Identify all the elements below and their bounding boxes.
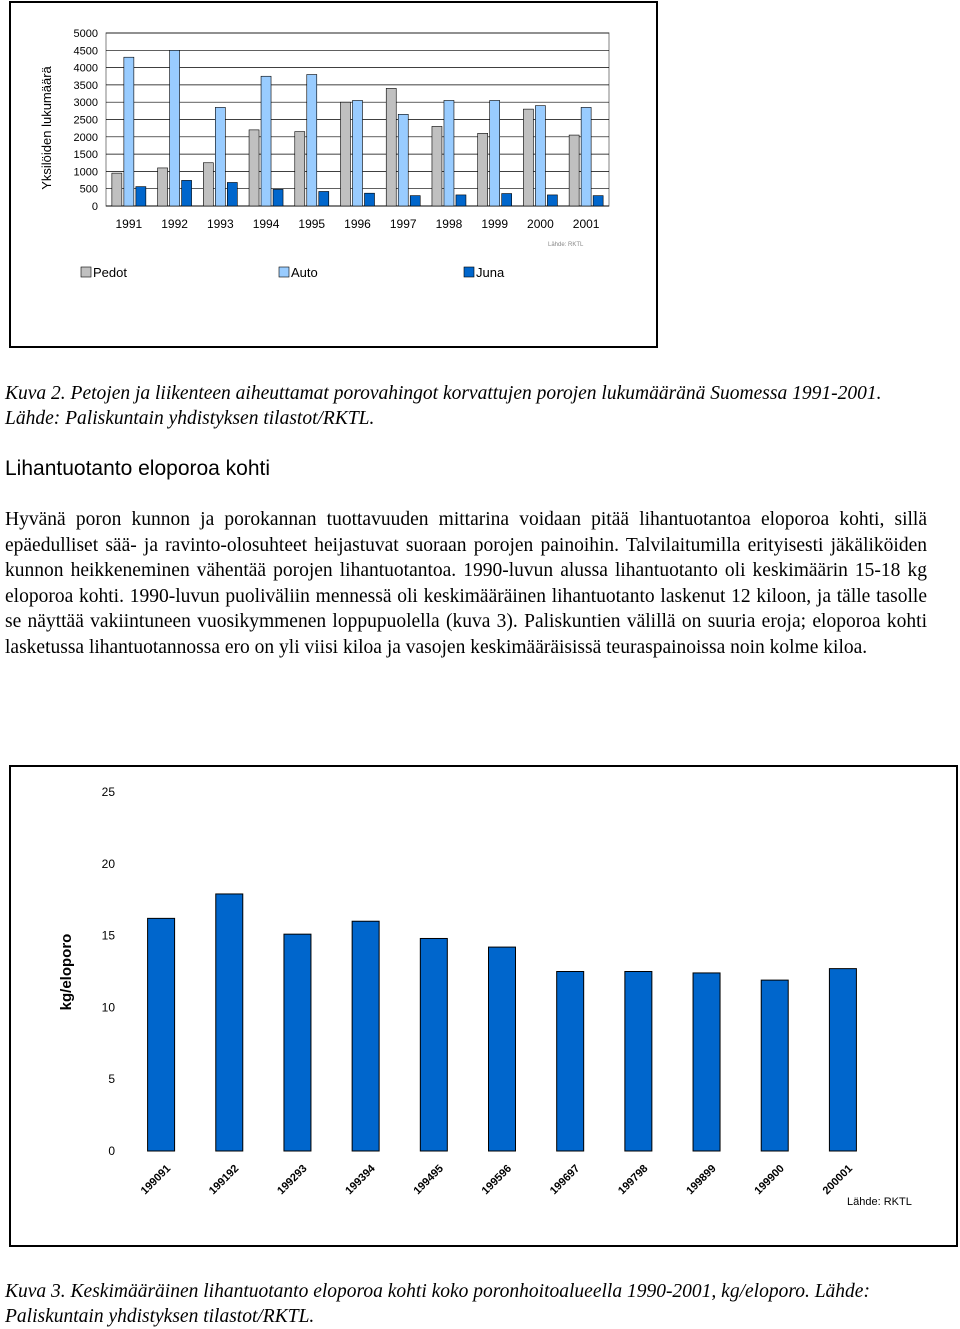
x-tick-label: 199192: [206, 1162, 242, 1198]
x-tick-label: 199091: [138, 1162, 174, 1198]
bar-juna-1992: [182, 180, 192, 206]
x-tick-label: 1996: [344, 217, 371, 231]
y-tick-label: 3500: [73, 79, 98, 92]
bar-pedot-1992: [158, 168, 168, 206]
bar-auto-1994: [261, 76, 271, 206]
x-tick-label: 1994: [252, 217, 280, 231]
bar-pedot-1998: [432, 126, 442, 206]
x-tick-label: 1997: [389, 217, 417, 231]
bar-1991-92: [216, 894, 243, 1151]
legend-label-auto: Auto: [291, 265, 318, 280]
body-paragraph: Hyvänä poron kunnon ja porokannan tuottavuuden mittarina voidaan pitää lihantuotantoa eloporoa kohti, sillä epäedulliset sää- ja ravinto-olosuhteet heijastuvat suoraan porojen painoihin. Talvilaitumilla erityisesti jäkäliköiden kunnon heikkeneminen vähentää porojen lihantuotantoa. 1990-luvun alussa lihantuotanto oli keskimäärin 15-18 kg eloporoa kohti. 1990-luvun puoliväliin mennessä oli keskimääräinen lihantuotanto laskenut 12 kiloon, ja tälle tasolle se näyttää vakiintuneen vuosikymmenen loppupuolella (kuva 3). Paliskuntien välillä on suuria eroja; eloporoa kohti lasketussa lihantuotannossa ero on yli viisi kiloa ja vasojen keskimääräisissä teuraspainoissa noin kolme kiloa.: [5, 509, 927, 658]
x-tick-label: 1993: [206, 217, 234, 231]
bar-juna-2001: [593, 196, 603, 206]
bar-juna-2000: [547, 195, 557, 206]
y-tick-label: 5000: [73, 28, 98, 40]
bar-juna-1996: [365, 193, 375, 206]
source-note: Lähde: RKTL: [847, 1196, 912, 1208]
bar-juna-1994: [273, 189, 283, 206]
bar-juna-1991: [136, 187, 146, 206]
section-heading: Lihantuotanto eloporoa kohti: [5, 457, 271, 480]
bar-1997-98: [625, 972, 652, 1152]
y-tick-label: 0: [91, 201, 98, 213]
figure-1-caption: Kuva 2. Petojen ja liikenteen aiheuttamat porovahingot korvattujen porojen lukumääränä Suomessa 1991-2001. Lähde: Paliskuntain yhdistyksen tilastot/RKTL.: [5, 383, 882, 429]
x-tick-label: 1995: [298, 217, 326, 231]
bar-pedot-1995: [295, 132, 305, 206]
source-note: Lähde: RKTL: [548, 242, 584, 248]
bar-auto-1996: [353, 100, 363, 206]
y-tick-label: 15: [101, 928, 115, 943]
x-tick-label: 1992: [161, 217, 188, 231]
y-tick-label: 3000: [73, 97, 98, 110]
y-tick-label: 5: [108, 1072, 115, 1087]
x-tick-label: 199899: [684, 1162, 719, 1198]
bar-1993-94: [352, 921, 379, 1151]
bar-1996-97: [557, 972, 584, 1152]
bar-pedot-1991: [112, 173, 122, 206]
x-tick-label: 199697: [547, 1162, 583, 1198]
y-tick-label: 10: [101, 1000, 115, 1015]
bar-juna-1993: [227, 182, 237, 206]
x-tick-label: 199900: [752, 1162, 787, 1198]
y-axis-label: Yksilöiden lukumäärä: [39, 66, 54, 190]
chart-lihantuotanto: [11, 767, 956, 1245]
bar-auto-1999: [490, 100, 500, 206]
y-tick-label: 4500: [73, 45, 98, 58]
y-tick-label: 2500: [73, 114, 98, 127]
bar-juna-1998: [456, 195, 466, 206]
y-tick-label: 1500: [73, 149, 98, 162]
x-tick-label: 199596: [479, 1162, 515, 1198]
bar-pedot-1996: [341, 102, 351, 206]
bar-auto-1995: [307, 75, 317, 206]
figure-2-caption: Kuva 3. Keskimääräinen lihantuotanto eloporoa kohti koko poronhoitoalueella 1990-2001, kg/eloporo. Lähde: Paliskuntain yhdistyksen tilastot/RKTL.: [5, 1281, 870, 1327]
y-tick-label: 0: [108, 1144, 115, 1158]
bar-1995-96: [489, 947, 516, 1151]
bar-2000-01: [829, 969, 856, 1151]
x-tick-label: 199495: [411, 1162, 446, 1198]
x-tick-label: 2001: [572, 217, 600, 231]
legend-swatch-pedot: [81, 267, 91, 277]
bar-pedot-2000: [523, 109, 533, 206]
y-tick-label: 20: [101, 856, 115, 871]
bar-juna-1995: [319, 191, 329, 206]
legend-label-pedot: Pedot: [93, 265, 127, 280]
y-tick-label: 1000: [73, 166, 98, 179]
y-tick-label: 2000: [73, 131, 98, 144]
bar-pedot-1999: [478, 133, 488, 206]
bar-pedot-1994: [249, 130, 259, 206]
legend-label-juna: Juna: [476, 265, 505, 280]
bar-juna-1999: [502, 194, 512, 206]
bar-auto-1992: [170, 50, 180, 206]
bar-auto-1991: [124, 57, 134, 206]
bar-auto-2001: [581, 107, 591, 206]
figure-1-frame: [9, 1, 658, 348]
bar-1994-95: [420, 938, 447, 1151]
x-tick-label: 200001: [820, 1162, 856, 1198]
bar-pedot-1993: [203, 163, 213, 206]
y-axis-label: kg/eloporo: [58, 933, 75, 1011]
bar-pedot-1997: [386, 88, 396, 206]
y-tick-label: 25: [101, 785, 115, 799]
x-tick-label: 1999: [481, 217, 509, 231]
bar-auto-1998: [444, 100, 454, 206]
bar-auto-2000: [535, 106, 545, 206]
bar-pedot-2001: [569, 135, 579, 206]
bar-1998-99: [693, 973, 720, 1151]
x-tick-label: 2000: [527, 217, 554, 231]
bar-juna-1997: [410, 196, 420, 206]
bar-1990-91: [148, 918, 175, 1151]
x-tick-label: 1991: [115, 217, 143, 231]
y-tick-label: 500: [79, 183, 98, 196]
legend-swatch-auto: [279, 267, 289, 277]
bar-auto-1997: [398, 114, 408, 206]
legend-swatch-juna: [464, 267, 474, 277]
figure-2-frame: [9, 765, 958, 1247]
bar-1992-93: [284, 934, 311, 1151]
x-tick-label: 199394: [343, 1162, 378, 1198]
y-tick-label: 4000: [73, 62, 98, 75]
x-tick-label: 199798: [616, 1162, 651, 1198]
bar-auto-1993: [215, 107, 225, 206]
x-tick-label: 1998: [435, 217, 463, 231]
bar-1999-00: [761, 980, 788, 1151]
chart-porovahingot: [11, 3, 656, 346]
x-tick-label: 199293: [275, 1162, 310, 1198]
